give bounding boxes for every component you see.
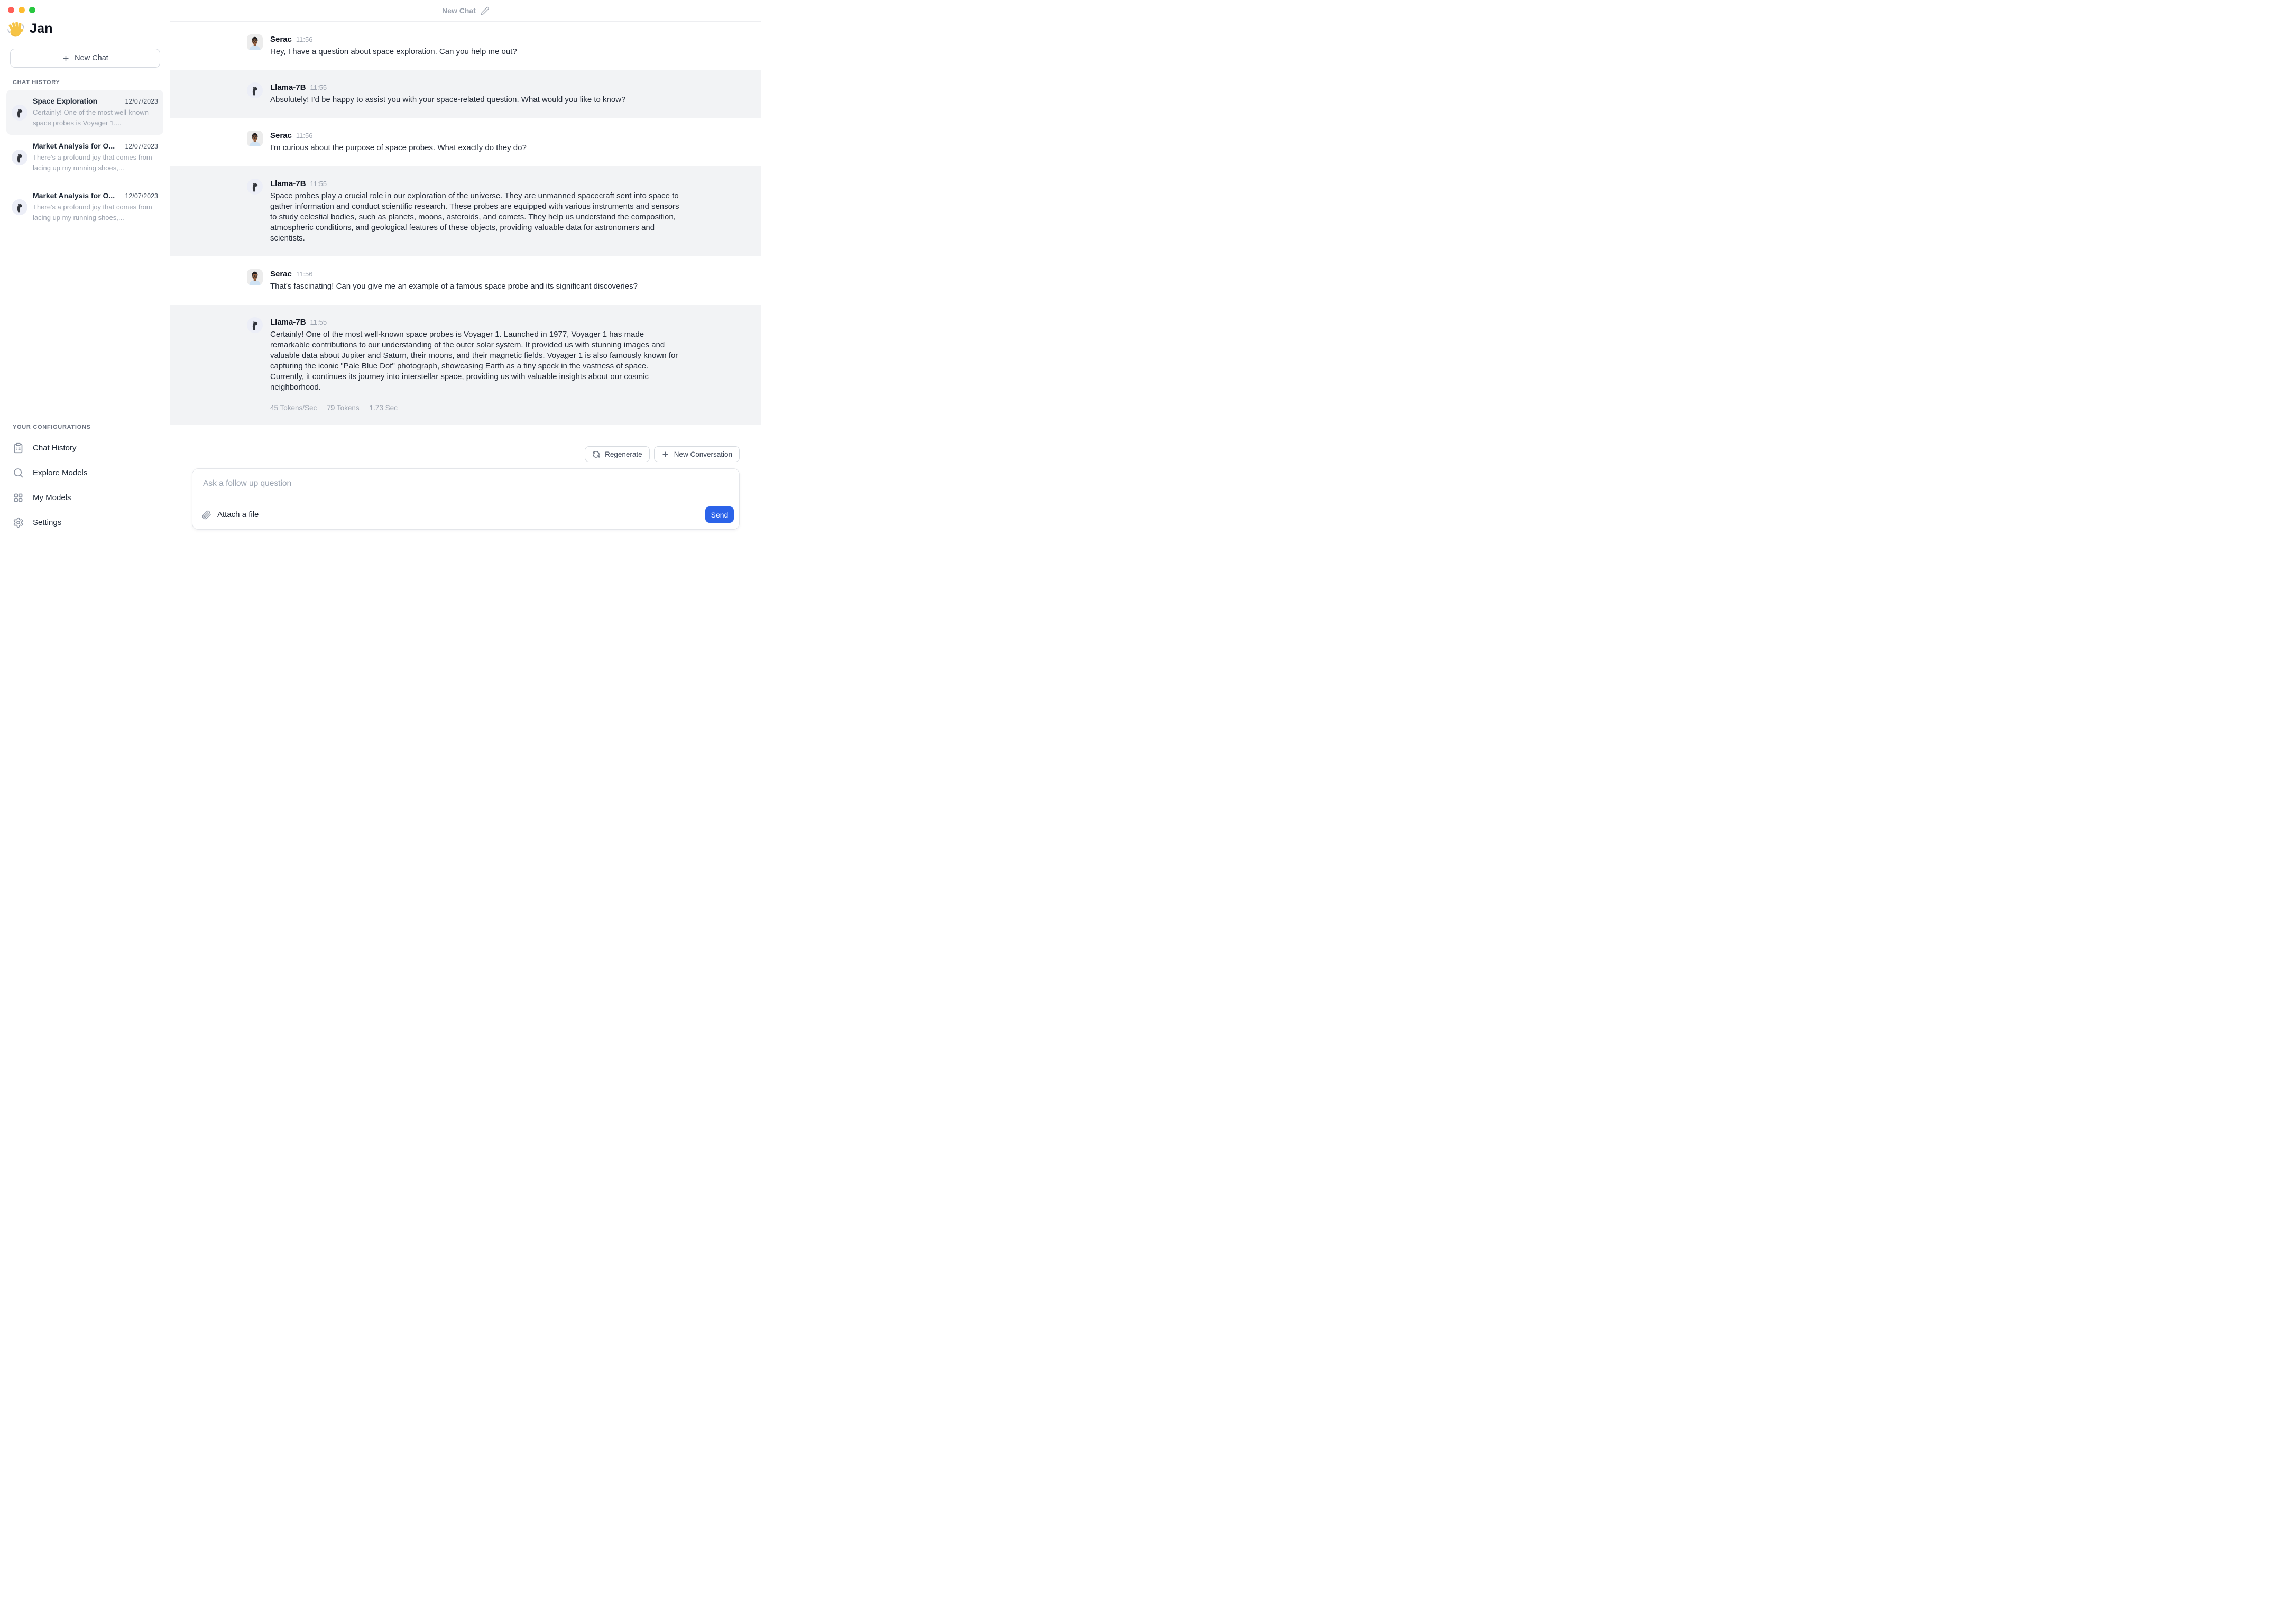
chat-title: Market Analysis for O... — [33, 142, 115, 150]
regenerate-button[interactable] — [585, 446, 650, 462]
user-avatar — [247, 269, 263, 285]
message-text: Certainly! One of the most well-known space probes is Voyager 1. Launched in 1977, Voyager 1 has made remarkable contributions to our understanding of the outer solar system. It provided us with stunning images and valuable data about Jupiter and Saturn, their moons, and their magnetic fields. Voyager 1 is also famously known for capturing the iconic "Pale Blue Dot" photograph, showcasing Earth as a tiny speck in the vastness of space. Currently, it continues its journey into interstellar space, providing us with valuable insights about our cosmic neighborhood. — [270, 330, 678, 392]
message-time: 11:55 — [310, 84, 327, 91]
waving-hand-icon — [7, 20, 25, 38]
sidebar-item-label: Chat History — [33, 444, 77, 453]
send-button[interactable]: Send — [705, 506, 734, 523]
new-conversation-label: New Conversation — [674, 450, 732, 458]
app-title: Jan — [30, 21, 53, 36]
sidebar-item-explore-models[interactable] — [0, 460, 170, 485]
new-conversation-button[interactable] — [654, 446, 740, 462]
chat-date: 12/07/2023 — [125, 98, 158, 105]
sidebar-item-label: Explore Models — [33, 468, 88, 477]
chat-title: New Chat — [442, 6, 476, 15]
regenerate-label: Regenerate — [605, 450, 642, 458]
message-time: 11:55 — [310, 318, 327, 326]
message-text: Hey, I have a question about space exploration. Can you help me out? — [270, 47, 517, 56]
message-row-user — [170, 256, 761, 304]
zoom-window-button[interactable] — [29, 7, 35, 13]
message-row-user — [170, 22, 761, 70]
message-text: I'm curious about the purpose of space probes. What exactly do they do? — [270, 143, 527, 152]
refresh-icon — [592, 450, 600, 458]
message-author: Llama-7B — [270, 83, 306, 92]
chat-title: Market Analysis for O... — [33, 191, 115, 200]
chat-preview: There's a profound joy that comes from lacing up my running shoes,... — [33, 153, 152, 172]
new-chat-button[interactable] — [10, 49, 160, 68]
llama-avatar — [12, 105, 27, 121]
minimize-window-button[interactable] — [19, 7, 25, 13]
generation-stats — [270, 404, 682, 412]
composer-card — [192, 468, 740, 530]
close-window-button[interactable] — [8, 7, 14, 13]
chat-date: 12/07/2023 — [125, 192, 158, 200]
edit-pencil-icon[interactable] — [481, 6, 490, 15]
gear-icon — [13, 517, 24, 528]
sidebar-item-label: My Models — [33, 493, 71, 502]
chat-history-item-space-exploration[interactable] — [6, 90, 163, 135]
tokens-per-sec-stat: 45 Tokens/Sec — [270, 404, 317, 412]
chat-panel — [170, 0, 761, 541]
configurations-section — [0, 412, 170, 535]
chat-date: 12/07/2023 — [125, 143, 158, 150]
jan-app-window — [0, 0, 761, 541]
message-time: 11:56 — [296, 35, 313, 43]
window-controls — [0, 0, 170, 13]
elapsed-time-stat: 1.73 Sec — [369, 404, 398, 412]
chat-history-item-market-analysis-1[interactable] — [6, 135, 163, 180]
message-time: 11:56 — [296, 270, 313, 278]
llama-avatar — [247, 317, 263, 333]
llama-avatar — [247, 179, 263, 195]
grid-icon — [13, 492, 24, 503]
search-icon — [13, 467, 24, 478]
message-author: Llama-7B — [270, 179, 306, 188]
message-author: Serac — [270, 35, 292, 44]
chat-header — [170, 0, 761, 22]
message-row-user — [170, 118, 761, 166]
composer-area — [170, 446, 761, 541]
message-text: That's fascinating! Can you give me an example of a famous space probe and its significant discoveries? — [270, 282, 638, 291]
message-row-assistant — [170, 166, 761, 256]
message-author: Serac — [270, 131, 292, 140]
chat-history-header: CHAT HISTORY — [13, 79, 60, 86]
message-author: Llama-7B — [270, 318, 306, 327]
message-time: 11:55 — [310, 180, 327, 188]
chat-history-item-market-analysis-2[interactable] — [6, 184, 163, 229]
attach-file-button[interactable] — [202, 510, 259, 520]
llama-avatar — [12, 150, 27, 165]
configurations-header: YOUR CONFIGURATIONS — [13, 424, 91, 430]
llama-avatar — [247, 82, 263, 98]
plus-icon — [661, 450, 669, 458]
llama-avatar — [12, 199, 27, 215]
sidebar-item-label: Settings — [33, 518, 62, 527]
plus-icon — [62, 54, 70, 62]
message-author: Serac — [270, 270, 292, 279]
app-logo — [0, 13, 170, 38]
chat-title: Space Exploration — [33, 97, 98, 105]
message-text: Space probes play a crucial role in our exploration of the universe. They are unmanned spacecraft sent into space to gather information and conduct scientific research. These probes are equipped with various instruments and sensors to study celestial bodies, such as planets, moons, asteroids, and comets. They help us understand the composition, atmospheric conditions, and geological features of these objects, providing valuable data for astronomers and scientists. — [270, 191, 679, 243]
token-count-stat: 79 Tokens — [327, 404, 360, 412]
user-avatar — [247, 131, 263, 146]
chat-preview: There's a profound joy that comes from lacing up my running shoes,... — [33, 203, 152, 222]
conversation-actions — [192, 446, 740, 462]
message-row-assistant — [170, 70, 761, 118]
chat-preview: Certainly! One of the most well-known space probes is Voyager 1.... — [33, 108, 149, 127]
new-chat-button-label: New Chat — [75, 54, 108, 62]
sidebar-item-chat-history[interactable] — [0, 436, 170, 460]
message-row-assistant — [170, 304, 761, 425]
follow-up-input[interactable] — [192, 469, 739, 500]
message-text: Absolutely! I'd be happy to assist you with your space-related question. What would you like to know? — [270, 95, 626, 104]
clipboard-icon — [13, 442, 24, 454]
message-time: 11:56 — [296, 132, 313, 140]
sidebar-item-my-models[interactable] — [0, 485, 170, 510]
user-avatar — [247, 34, 263, 50]
chat-history-list — [0, 90, 170, 229]
paperclip-icon — [202, 510, 211, 520]
sidebar — [0, 0, 170, 541]
attach-file-label: Attach a file — [217, 510, 259, 519]
sidebar-item-settings[interactable] — [0, 510, 170, 535]
composer-toolbar — [192, 500, 739, 529]
